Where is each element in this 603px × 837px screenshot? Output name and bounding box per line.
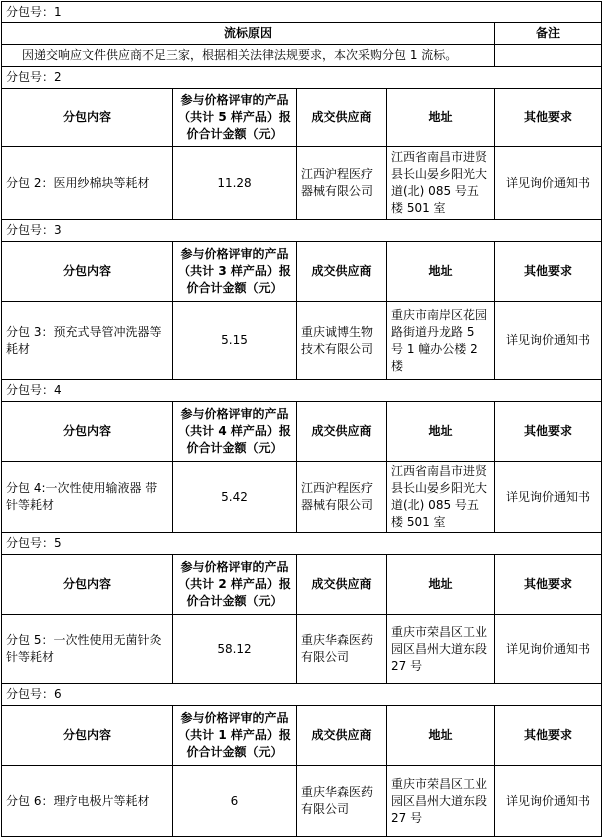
package-content: 分包 2：医用纱棉块等耗材 bbox=[2, 147, 173, 220]
package-data-row bbox=[2, 766, 602, 837]
winning-supplier: 重庆诚博生物技术有限公司 bbox=[297, 302, 387, 380]
content-header: 分包内容 bbox=[2, 89, 173, 147]
amount-header: 参与价格评审的产品（共计 1 样产品）报价合计金额（元） bbox=[173, 706, 297, 766]
other-requirements-header: 其他要求 bbox=[495, 89, 602, 147]
package-label: 分包号：4 bbox=[2, 380, 602, 402]
address-header: 地址 bbox=[387, 555, 495, 615]
address-header: 地址 bbox=[387, 402, 495, 462]
other-requirements: 详见询价通知书 bbox=[495, 147, 602, 220]
procurement-result-document bbox=[1, 1, 601, 837]
result-table-body bbox=[2, 2, 602, 837]
note-text bbox=[495, 45, 602, 67]
supplier-header: 成交供应商 bbox=[297, 402, 387, 462]
other-requirements-header: 其他要求 bbox=[495, 402, 602, 462]
supplier-address: 重庆市南岸区花园路街道丹龙路 5 号 1 幢办公楼 2 楼 bbox=[387, 302, 495, 380]
other-requirements-header: 其他要求 bbox=[495, 555, 602, 615]
supplier-address: 江西省南昌市进贤县长山晏乡阳光大道(北) 085 号五楼 501 室 bbox=[387, 462, 495, 533]
package-data-row bbox=[2, 462, 602, 533]
failure-reason-text: 因递交响应文件供应商不足三家，根据相关法律法规要求，本次采购分包 1 流标。 bbox=[2, 45, 495, 67]
content-header: 分包内容 bbox=[2, 402, 173, 462]
winning-supplier: 重庆华森医药有限公司 bbox=[297, 766, 387, 837]
package-label: 分包号：6 bbox=[2, 684, 602, 706]
address-header: 地址 bbox=[387, 242, 495, 302]
amount-header: 参与价格评审的产品（共计 5 样产品）报价合计金额（元） bbox=[173, 89, 297, 147]
package-label: 分包号：5 bbox=[2, 533, 602, 555]
package-header-row bbox=[2, 555, 602, 615]
amount-header: 参与价格评审的产品（共计 2 样产品）报价合计金额（元） bbox=[173, 555, 297, 615]
winning-supplier: 重庆华森医药有限公司 bbox=[297, 615, 387, 684]
supplier-address: 江西省南昌市进贤县长山晏乡阳光大道(北) 085 号五楼 501 室 bbox=[387, 147, 495, 220]
package-content: 分包 6：理疗电极片等耗材 bbox=[2, 766, 173, 837]
note-header: 备注 bbox=[495, 23, 602, 45]
package-label-row bbox=[2, 684, 602, 706]
supplier-address: 重庆市荣昌区工业园区昌州大道东段 27 号 bbox=[387, 615, 495, 684]
package-header-row bbox=[2, 89, 602, 147]
package-header-row bbox=[2, 706, 602, 766]
other-requirements-header: 其他要求 bbox=[495, 242, 602, 302]
content-header: 分包内容 bbox=[2, 706, 173, 766]
package-label: 分包号：2 bbox=[2, 67, 602, 89]
amount-header: 参与价格评审的产品（共计 4 样产品）报价合计金额（元） bbox=[173, 402, 297, 462]
supplier-header: 成交供应商 bbox=[297, 706, 387, 766]
supplier-address: 重庆市荣昌区工业园区昌州大道东段 27 号 bbox=[387, 766, 495, 837]
content-header: 分包内容 bbox=[2, 555, 173, 615]
package-label-row bbox=[2, 220, 602, 242]
other-requirements: 详见询价通知书 bbox=[495, 615, 602, 684]
package-data-row bbox=[2, 302, 602, 380]
supplier-header: 成交供应商 bbox=[297, 242, 387, 302]
package-content: 分包 4:一次性使用输液器 带针等耗材 bbox=[2, 462, 173, 533]
package-header-row bbox=[2, 242, 602, 302]
content-header: 分包内容 bbox=[2, 242, 173, 302]
supplier-header: 成交供应商 bbox=[297, 89, 387, 147]
package-label: 分包号：3 bbox=[2, 220, 602, 242]
package-label-row bbox=[2, 533, 602, 555]
other-requirements: 详见询价通知书 bbox=[495, 302, 602, 380]
package-label-row bbox=[2, 67, 602, 89]
other-requirements: 详见询价通知书 bbox=[495, 462, 602, 533]
package-header-row bbox=[2, 402, 602, 462]
result-table bbox=[1, 1, 602, 837]
quote-amount: 6 bbox=[173, 766, 297, 837]
package-data-row bbox=[2, 615, 602, 684]
package-label-row bbox=[2, 2, 602, 23]
quote-amount: 58.12 bbox=[173, 615, 297, 684]
failure-header-row bbox=[2, 23, 602, 45]
package-label-row bbox=[2, 380, 602, 402]
address-header: 地址 bbox=[387, 89, 495, 147]
failure-reason-header: 流标原因 bbox=[2, 23, 495, 45]
winning-supplier: 江西沪程医疗器械有限公司 bbox=[297, 462, 387, 533]
other-requirements: 详见询价通知书 bbox=[495, 766, 602, 837]
package-data-row bbox=[2, 147, 602, 220]
package-content: 分包 3：预充式导管冲洗器等耗材 bbox=[2, 302, 173, 380]
supplier-header: 成交供应商 bbox=[297, 555, 387, 615]
quote-amount: 11.28 bbox=[173, 147, 297, 220]
quote-amount: 5.15 bbox=[173, 302, 297, 380]
amount-header: 参与价格评审的产品（共计 3 样产品）报价合计金额（元） bbox=[173, 242, 297, 302]
winning-supplier: 江西沪程医疗器械有限公司 bbox=[297, 147, 387, 220]
package-label: 分包号：1 bbox=[2, 2, 602, 23]
quote-amount: 5.42 bbox=[173, 462, 297, 533]
address-header: 地址 bbox=[387, 706, 495, 766]
failure-row bbox=[2, 45, 602, 67]
other-requirements-header: 其他要求 bbox=[495, 706, 602, 766]
package-content: 分包 5：一次性使用无菌针灸针等耗材 bbox=[2, 615, 173, 684]
